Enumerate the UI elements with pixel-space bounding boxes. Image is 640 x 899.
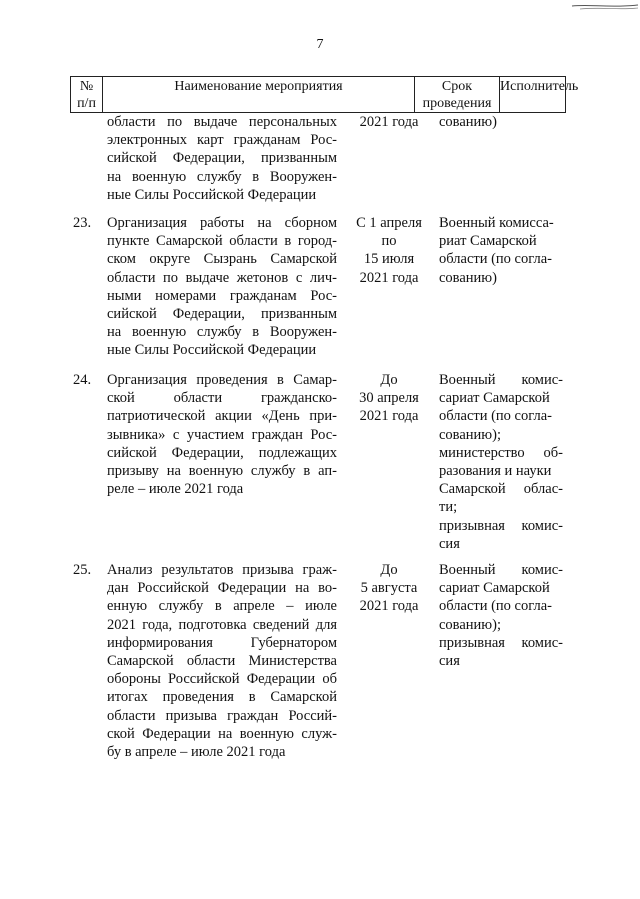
activity-line: на военную службу в Вооружен- [107,324,337,341]
row-term [346,214,432,287]
executor-line: сия [439,653,460,670]
activity-line: енную службу в апреле – июле [107,598,337,615]
row-number: 23. [73,215,92,231]
row-activity [107,371,337,498]
executor-line: сованию); [439,426,501,443]
row-executor [439,371,563,553]
activity-line: области призыва граждан Россий- [107,707,337,724]
table-header [70,76,579,113]
activity-line: призыву на военную службу в ап- [107,463,337,480]
activity-line: дан Российской Федерации на во- [107,580,337,597]
header-col-executor-label: Исполнитель [500,79,579,94]
executor-line: призывная комис- [439,634,563,651]
term-line: 2021 года [359,408,419,425]
row-term [346,371,432,426]
activity-line: области по выдаче жетонов с лич- [107,269,337,286]
activity-line: на военную службу в Вооружен- [107,168,337,185]
activity-line: ные Силы Российской Федерации [107,186,317,203]
row-activity [107,214,337,360]
term-line: 15 июля [363,251,415,268]
row-term [346,561,432,616]
header-col-activity-label: Наименование мероприятия [174,79,343,94]
activity-line: информирования Губернатором [107,634,337,651]
activity-line: области по выдаче персональных [107,114,337,130]
row-executor [439,214,563,287]
row-executor [439,113,563,131]
activity-line: патриотической акции «День при- [107,408,337,425]
activity-line: ные Силы Российской Федерации [107,342,317,359]
activity-line: сийской Федерации, призванным [107,150,337,167]
executor-line: сованию) [439,269,497,286]
activity-line: электронных карт гражданам Рос- [107,132,337,149]
header-col-term-line1: Срок [441,79,473,94]
executor-line: министерство об- [439,444,563,461]
term-line: по [381,233,397,250]
executor-line: области (по согла- [439,598,552,615]
activity-line: ской области гражданско- [107,390,337,407]
executor-line: сариат Самарской [439,390,550,407]
executor-line: Военный комис- [439,562,563,578]
term-line: До [380,372,398,388]
executor-line: сованию); [439,616,501,633]
row-activity [107,113,337,204]
activity-line: сийской Федерации, подлежащих [107,444,337,461]
activity-line: зывника» с участием граждан Рос- [107,426,337,443]
row-term [346,113,432,131]
executor-line: сариат Самарской [439,580,550,597]
activity-line: 2021 года, подготовка сведений для [107,616,337,633]
activity-line: Организация проведения в Самар- [107,372,337,388]
activity-line: бу в апреле – июле 2021 года [107,744,286,761]
executor-line: области (по согла- [439,251,552,268]
executor-line: риат Самарской [439,233,537,250]
activity-line: сийской Федерации, призванным [107,306,337,323]
executor-line: области (по согла- [439,408,552,425]
scan-artifact-mark [570,2,640,12]
term-line: С 1 апреля [356,215,422,231]
activity-line: пункте Самарской области в город- [107,233,337,250]
term-line: 2021 года [359,114,419,130]
term-line: 2021 года [359,269,419,286]
executor-line: сованию) [439,114,497,130]
executor-line: разования и науки [439,463,552,480]
executor-line: призывная комис- [439,517,563,534]
executor-line: Самарской облас- [439,481,563,498]
term-line: До [380,562,398,578]
header-col-activity [103,77,415,112]
activity-line: Организация работы на сборном [107,215,337,231]
activity-line: обороны Российской Федерации об [107,671,337,688]
executor-line: сия [439,535,460,552]
row-number: 25. [73,562,92,578]
activity-line: итогах проведения в Самарской [107,689,337,706]
activity-line: Анализ результатов призыва граж- [107,562,337,578]
term-line: 5 августа [360,580,418,597]
activity-line: ском округе Сызрань Самарской [107,251,337,268]
activity-line: ными номерами гражданам Рос- [107,287,337,304]
header-col-term-line2: проведения [422,96,492,111]
header-col-term [415,77,500,112]
executor-line: Военный комис- [439,372,563,388]
activity-line: ской Федерации на военную служ- [107,725,337,742]
page-number: 7 [316,37,324,52]
row-number: 24. [73,372,92,388]
header-col-number [71,77,103,112]
activity-line: реле – июле 2021 года [107,481,244,498]
row-activity [107,561,337,761]
header-col-executor [500,77,579,112]
executor-line: ти; [439,499,458,516]
term-line: 2021 года [359,598,419,615]
activity-line: Самарской области Министерства [107,653,337,670]
row-executor [439,561,563,670]
header-col-number-line1: № [79,79,94,94]
header-col-number-line2: п/п [77,96,96,111]
term-line: 30 апреля [359,390,419,407]
executor-line: Военный комисса- [439,215,554,231]
